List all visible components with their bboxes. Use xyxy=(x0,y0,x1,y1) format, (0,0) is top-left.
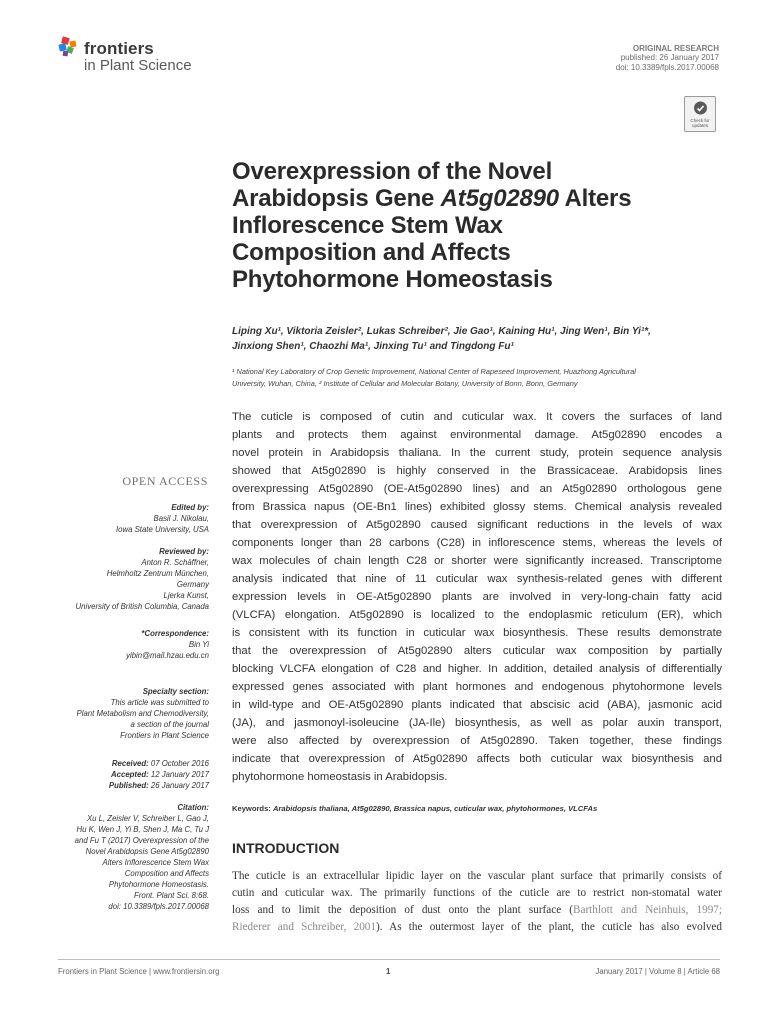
correspondence-email-link[interactable]: yibin@mail.hzau.edu.cn xyxy=(126,651,209,660)
accepted-date: Accepted: 12 January 2017 xyxy=(111,770,209,779)
author-list xyxy=(232,324,732,354)
citation-line: and Fu T (2017) Overexpression of the xyxy=(74,836,209,845)
author-line: Jinxiong Shen¹, Chaozhi Ma¹, Jinxing Tu¹ and Tingdong Fu¹ xyxy=(232,341,514,352)
intro-line: cutin and cuticular wax. The primarily functions of the cuticle are to restrict non-stomatal water xyxy=(232,887,722,899)
correspondence-name: Bin Yi xyxy=(188,640,209,649)
published-date: Published: 26 January 2017 xyxy=(108,781,209,790)
correspondence-block xyxy=(9,628,209,661)
title-line: Composition and Affects xyxy=(232,239,511,266)
reviewer-name: Anton R. Schäffner, xyxy=(141,558,209,567)
reviewer-name: Ljerka Kunst, xyxy=(163,591,209,600)
check-updates-icon xyxy=(685,97,717,117)
author-line: Liping Xu¹, Viktoria Zeisler², Lukas Schreiber², Jie Gao¹, Kaining Hu¹, Jing Wen¹, Bin Yi¹*, xyxy=(232,326,651,337)
keywords-label: Keywords: xyxy=(232,804,271,813)
affiliation-line: University, Wuhan, China, ² Institute of Cellular and Molecular Botany, University of Bonn, Bonn, Germany xyxy=(232,379,578,388)
footer-divider xyxy=(58,959,720,960)
footer-issue-info: January 2017 | Volume 8 | Article 68 xyxy=(595,967,720,976)
citation-label: Citation: xyxy=(177,803,209,812)
affiliation-line: ¹ National Key Laboratory of Crop Genetic Improvement, National Center of Rapeseed Improvement, Huazhong Agricultural xyxy=(232,367,636,376)
reviewer-affiliation: Helmholtz Zentrum München, xyxy=(106,569,209,578)
abstract-line: expression levels in OE-At5g02890 plants are involved in very-long-chain fatty acid xyxy=(232,591,722,603)
title-line: Inflorescence Stem Wax xyxy=(232,212,503,239)
citation-line: Alters Inflorescence Stem Wax xyxy=(102,858,209,867)
page-number: 1 xyxy=(386,967,391,976)
abstract-line: were also affected by overexpression of At5g02890. Taken together, these findings xyxy=(232,735,722,747)
abstract-line: The cuticle is composed of cutin and cuticular wax. It covers the surfaces of land xyxy=(232,411,722,423)
reviewer-affiliation: University of British Columbia, Canada xyxy=(75,602,209,611)
dates-block xyxy=(9,758,209,791)
abstract-line: in wild-type and OE-At5g02890 plants indicated that abscisic acid (ABA), jasmonic acid xyxy=(232,699,722,711)
check-for-updates-button[interactable] xyxy=(684,96,716,132)
abstract-line: (JA), and jasmonoyl-isoleucine (JA-Ile) biosynthesis, as well as polar auxin transport, xyxy=(232,717,722,729)
specialty-label: Specialty section: xyxy=(142,687,209,696)
citation-line: doi: 10.3389/fpls.2017.00068 xyxy=(108,902,209,911)
abstract-line: showed that At5g02890 is highly conserved in the Brassicaceae. Arabidopsis lines xyxy=(232,465,722,477)
specialty-section-block xyxy=(9,686,209,741)
open-access-label: OPEN ACCESS xyxy=(122,474,208,488)
abstract-line: expressed genes associated with plant hormones and endogenous phytohormone levels xyxy=(232,681,722,693)
citation-link[interactable]: Barthlott and Neinhuis, 1997; xyxy=(573,904,722,916)
intro-line: loss and to limit the deposition of dust onto the plant surface (Barthlott and Neinhuis, 1997; xyxy=(232,904,722,916)
abstract-line: from Brassica napus (OE-Bn1 lines) exhibited glossy stems. Chemical analysis revealed xyxy=(232,501,722,513)
citation-line: Novel Arabidopsis Gene At5g02890 xyxy=(85,847,209,856)
badge-line2: updates xyxy=(691,123,708,128)
specialty-text: a section of the journal xyxy=(130,720,209,729)
citation-link[interactable]: Riederer and Schreiber, 2001 xyxy=(232,921,376,933)
keywords xyxy=(232,804,722,814)
citation-line: Phytohormone Homeostasis. xyxy=(108,880,209,889)
abstract-line: wax molecules of chain length C28 or shorter were significantly increased. Transcriptome xyxy=(232,555,722,567)
introduction-body xyxy=(232,868,722,936)
title-line: Overexpression of the Novel xyxy=(232,158,553,185)
citation-line: Xu L, Zeisler V, Schreiber L, Gao J, xyxy=(86,814,209,823)
abstract-line: overexpressing At5g02890 (OE-At5g02890 lines) and an At5g02890 orthologous gene xyxy=(232,483,722,495)
abstract-line: analysis indicated that nine of 11 cuticular wax synthesis-related genes with different xyxy=(232,573,722,585)
article-type: ORIGINAL RESEARCH xyxy=(632,44,719,53)
editor-name: Basil J. Nikolau, xyxy=(153,514,209,523)
edited-by-label: Edited by: xyxy=(171,503,209,512)
published-date-header: published: 26 January 2017 xyxy=(620,53,719,62)
specialty-text: This article was submitted to xyxy=(110,698,209,707)
journal-logo-word: frontiers xyxy=(84,39,154,58)
specialty-text: Plant Metabolism and Chemodiversity, xyxy=(76,709,209,718)
citation-line: Front. Plant Sci. 8:68. xyxy=(134,891,209,900)
intro-line: The cuticle is an extracellular lipidic layer on the vascular plant surface that primarily consists of xyxy=(232,870,722,882)
frontiers-logo-icon xyxy=(58,36,80,58)
intro-line: Riederer and Schreiber, 2001). As the outermost layer of the plant, the cuticle has also evolved xyxy=(232,921,722,933)
edited-by-block xyxy=(9,502,209,535)
reviewed-by-label: Reviewed by: xyxy=(159,547,209,556)
citation-line: Hu K, Wen J, Yi B, Shen J, Ma C, Tu J xyxy=(76,825,209,834)
journal-name: in Plant Science xyxy=(84,57,192,74)
abstract-line: is consistent with its function in cuticular wax biosynthesis. These results demonstrate xyxy=(232,627,722,639)
badge-line1: Check for xyxy=(690,118,710,123)
citation-block xyxy=(9,802,209,912)
abstract-line: components longer than 28 carbons (C28) in inflorescence stems, whereas the levels of xyxy=(232,537,722,549)
abstract-line: novel protein in Arabidopsis thaliana. In the current study, protein sequence analysis xyxy=(232,447,722,459)
keywords-text: Arabidopsis thaliana, At5g02890, Brassica napus, cuticular wax, phytohormones, VLCFAs xyxy=(272,804,598,813)
reviewer-affiliation: Germany xyxy=(176,580,209,589)
abstract xyxy=(232,408,722,786)
abstract-line: that overexpression of At5g02890 caused significant reductions in the levels of wax xyxy=(232,519,722,531)
affiliations xyxy=(232,366,732,390)
gene-name: At5g02890 xyxy=(440,185,559,212)
reviewed-by-block xyxy=(9,546,209,612)
article-title xyxy=(232,158,722,293)
abstract-line: (VLCFA) elongation. At5g02890 is localized to the endoplasmic reticulum (ER), which xyxy=(232,609,722,621)
specialty-text: Frontiers in Plant Science xyxy=(120,731,209,740)
correspondence-label: *Correspondence: xyxy=(141,629,209,638)
received-date: Received: 07 October 2016 xyxy=(111,759,209,768)
abstract-line: indicate that overexpression of At5g02890 affects both cuticular wax biosynthesis and xyxy=(232,753,722,765)
citation-line: Composition and Affects xyxy=(124,869,209,878)
doi-header: doi: 10.3389/fpls.2017.00068 xyxy=(615,63,719,72)
abstract-line: blocking VLCFA elongation of C28 and higher. In addition, detailed analysis of differentially xyxy=(232,663,722,675)
abstract-line: that the overexpression of At5g02890 alters cuticular wax composition by partially xyxy=(232,645,722,657)
section-heading-introduction: INTRODUCTION xyxy=(232,840,340,856)
footer-journal-link[interactable]: Frontiers in Plant Science | www.frontiersin.org xyxy=(58,967,220,976)
abstract-line: phytohormone homeostasis in Arabidopsis. xyxy=(232,771,448,783)
editor-affiliation: Iowa State University, USA xyxy=(115,525,209,534)
title-line: Phytohormone Homeostasis xyxy=(232,266,553,293)
title-line: Arabidopsis Gene At5g02890 Alters xyxy=(232,185,632,212)
abstract-line: plants and protects them against environmental damage. At5g02890 encodes a xyxy=(232,429,722,441)
